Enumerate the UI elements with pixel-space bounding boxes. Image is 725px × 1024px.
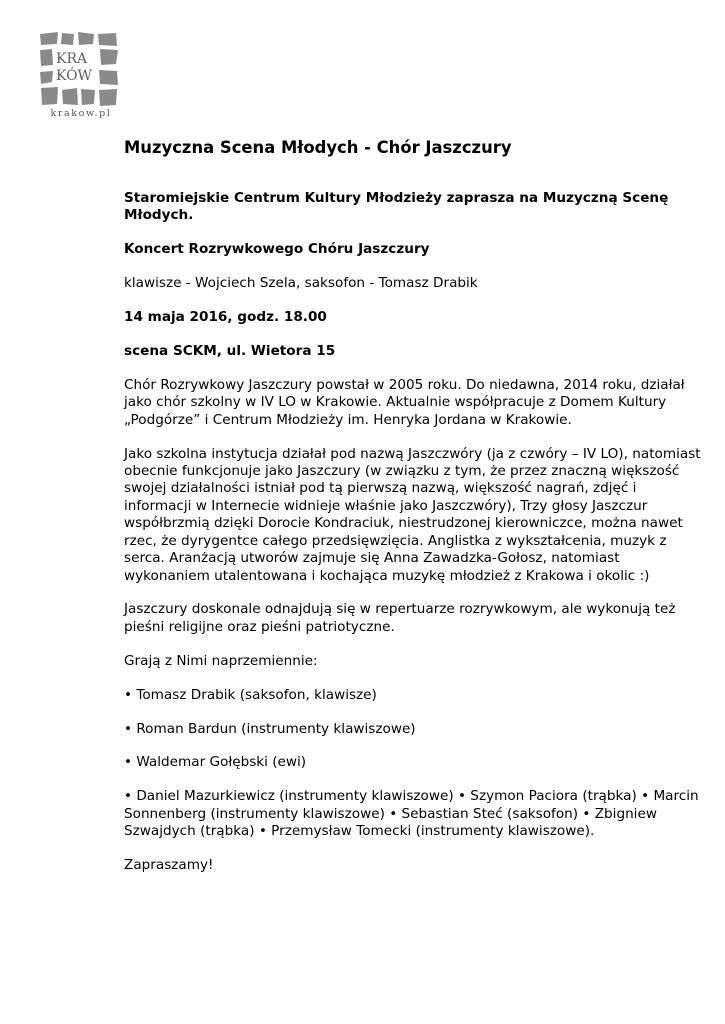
- intro-text: Staromiejskie Centrum Kultury Młodzieży zaprasza na Muzyczną Scenę Młodych.: [124, 190, 669, 224]
- krakow-logo-mark: [38, 30, 122, 110]
- performers-text: klawisze - Wojciech Szela, saksofon - Tomasz Drabik: [124, 275, 478, 292]
- logo-text-line1: KRA: [56, 51, 88, 67]
- paragraph-history: Chór Rozrywkowy Jaszczury powstał w 2005 roku. Do niedawna, 2014 roku, działał jako chór szkolny w IV LO w Krakowie. Aktualnie współpracuje z Domem Kultury „Podgórze” i Centrum Młodzieży im. Henryka Jordana w Krakowie.: [124, 376, 685, 428]
- paragraph-description: Jako szkolna instytucja działał pod nazwą Jaszczwóry (ja z czwóry – IV LO), natomiast obecnie funkcjonuje jako Jaszczury (w związku z tym, że przez znaczną większość swojej działalności istniał pod tą pierwszą nazwą, większość nagrań, zdjęć i informacji w Internecie widnieje właśnie jako Jaszczwóry), Trzy głosy Jaszczur współbrzmią dzięki Dorocie Kondraciuk, niestrudzonej kierowniczce, można nawet rzec, że dyrygentce całego przedsięwzięcia. Anglistka z wykształcenia, muzyk z serca. Aranżacją utworów zajmuje się Anna Zawadzka-Gołosz, natomiast wykonaniem utalentowana i kochająca muzykę młodzież z Krakowa i okolic :): [124, 445, 701, 584]
- logo-text-line2: KÓW: [56, 68, 92, 84]
- document-body: [124, 138, 704, 891]
- document-title: Muzyczna Scena Młodych - Chór Jaszczury: [124, 138, 512, 157]
- logo-caption: krakow.pl: [50, 108, 112, 119]
- paragraph-members-intro: Grają z Nimi naprzemiennie:: [124, 652, 318, 669]
- concert-title: Koncert Rozrywkowego Chóru Jaszczury: [124, 241, 430, 258]
- closing-text: Zapraszamy!: [124, 857, 214, 874]
- event-date: 14 maja 2016, godz. 18.00: [124, 309, 327, 326]
- paragraph-repertoire: Jaszczury doskonale odnajdują się w repertuarze rozrywkowym, ale wykonują też pieśni religijne oraz pieśni patriotyczne.: [124, 601, 676, 635]
- member-item: • Roman Bardun (instrumenty klawiszowe): [124, 720, 416, 737]
- event-venue: scena SCKM, ul. Wietora 15: [124, 343, 336, 360]
- member-item: • Waldemar Gołębski (ewi): [124, 754, 307, 771]
- member-item: • Tomasz Drabik (saksofon, klawisze): [124, 686, 377, 703]
- member-item: • Daniel Mazurkiewicz (instrumenty klawiszowe) • Szymon Paciora (trąbka) • Marcin Sonnenberg (instrumenty klawiszowe) • Sebastian Steć (saksofon) • Zbigniew Szwajdych (trąbka) • Przemysław Tomecki (instrumenty klawiszowe).: [124, 788, 699, 840]
